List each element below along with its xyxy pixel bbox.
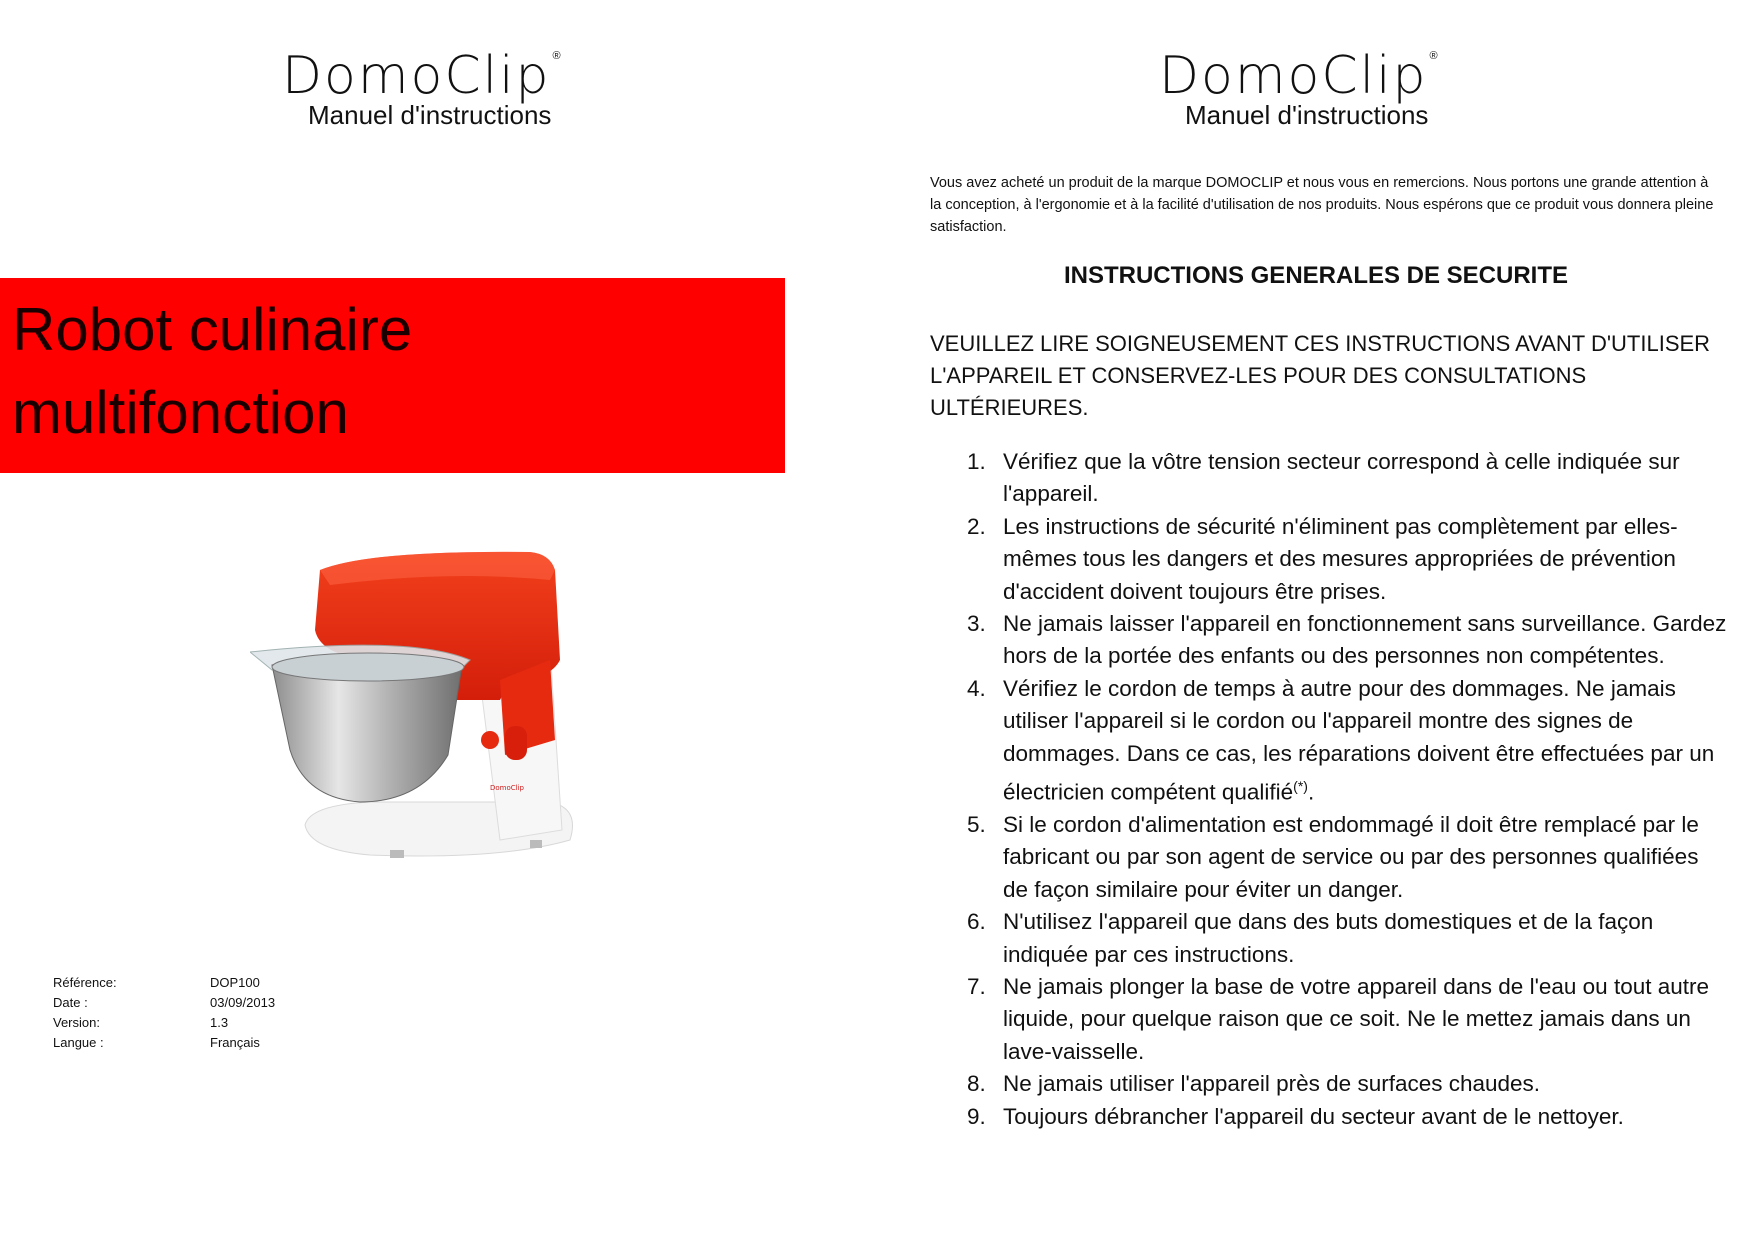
item-text: Les instructions de sécurité n'éliminent pas complètement par elles-mêmes tous les dangers et des mesures appropriées de prévention d'accident doivent toujours être prises.: [1003, 513, 1678, 604]
item-text: Ne jamais utiliser l'appareil près de surfaces chaudes.: [1003, 1071, 1541, 1097]
intro-paragraph: Vous avez acheté un produit de la marque DOMOCLIP et nous vous en remercions. Nous portons une grande attention à la conception, à l'ergonomie et à la facilité d'utilisation de nos produits. Nous espérons que ce produit vous donnera pleine satisfaction.: [930, 175, 1714, 235]
left-page: [0, 0, 877, 1241]
info-row-version: [53, 1013, 275, 1033]
item-number: 9.: [967, 1103, 986, 1129]
list-item: [967, 971, 1727, 1068]
title-band: [0, 278, 785, 473]
item-text: Vérifiez le cordon de temps à autre pour des dommages. Ne jamais utiliser l'appareil si le cordon ou l'appareil montre des signes de dommages. Dans ce cas, les réparations doivent être effectuées par un électricien compétent qualifié: [1003, 675, 1715, 805]
item-number: 1.: [967, 449, 986, 474]
brand-name: DomoClip: [282, 46, 551, 106]
info-label: Date :: [53, 995, 88, 1010]
info-value: 1.3: [210, 1015, 229, 1030]
list-item: [967, 446, 1727, 511]
stand-mixer-image: [250, 540, 610, 900]
safety-heading: INSTRUCTIONS GENERALES DE SECURITE: [1063, 262, 1569, 289]
item-tail: .: [1307, 779, 1315, 805]
item-text: Toujours débrancher l'appareil du secteur avant de le nettoyer.: [1003, 1103, 1624, 1129]
info-value: Français: [210, 1035, 260, 1050]
item-number: 8.: [967, 1071, 986, 1097]
list-item: [967, 906, 1727, 971]
manual-label: Manuel d'instructions: [308, 100, 552, 130]
info-label: Version:: [53, 1015, 100, 1030]
registered-mark: ®: [552, 50, 561, 62]
item-text: Ne jamais plonger la base de votre appareil dans de l'eau ou tout autre liquide, pour quelque raison que ce soit. Ne le mettez jamais dans un lave-vaisselle.: [1003, 974, 1710, 1064]
warning-paragraph: VEUILLEZ LIRE SOIGNEUSEMENT CES INSTRUCTIONS AVANT D'UTILISER L'APPAREIL ET CONSERVEZ-LES POUR DES CONSULTATIONS ULTÉRIEURES.: [930, 331, 1711, 420]
brand-logo: [1159, 46, 1438, 106]
registered-mark: ®: [1429, 50, 1438, 62]
item-text: Ne jamais laisser l'appareil en fonctionnement sans surveillance. Gardez hors de la portée des enfants ou des personnes non compétentes.: [1003, 611, 1727, 669]
item-number: 2.: [967, 513, 986, 539]
info-row-language: [53, 1033, 275, 1053]
brand-logo: [282, 46, 561, 106]
info-row-reference: [53, 973, 275, 993]
info-row-date: [53, 993, 275, 1013]
info-value: 03/09/2013: [210, 995, 276, 1010]
info-value: DOP100: [210, 975, 260, 990]
list-item: [967, 1068, 1727, 1100]
document-info: [53, 973, 275, 1053]
svg-text:DomoClip: DomoClip: [490, 784, 524, 792]
item-number: 5.: [967, 811, 986, 837]
brand-name: DomoClip: [1159, 46, 1428, 106]
safety-rules-list: [967, 446, 1727, 1133]
list-item: [967, 809, 1727, 906]
right-page: [877, 0, 1755, 1241]
product-title-line1: Robot culinaire: [12, 296, 413, 363]
item-text: Si le cordon d'alimentation est endommagé il doit être remplacé par le fabricant ou par son agent de service ou par des personnes qualifiées de façon similaire pour éviter un danger.: [1003, 811, 1699, 902]
item-number: 4.: [967, 675, 986, 701]
list-item: [967, 511, 1727, 608]
manual-label: Manuel d'instructions: [1185, 100, 1429, 130]
list-item: [967, 673, 1727, 809]
info-label: Langue :: [53, 1035, 104, 1050]
item-number: 7.: [967, 974, 986, 999]
item-text: N'utilisez l'appareil que dans des buts domestiques et de la façon indiquée par ces instructions.: [1003, 909, 1654, 967]
info-label: Référence:: [53, 975, 117, 990]
product-title-line2: multifonction: [12, 379, 349, 446]
footnote-mark: (*): [1293, 778, 1308, 795]
item-number: 6.: [967, 909, 986, 935]
item-number: 3.: [967, 611, 986, 637]
item-text: Vérifiez que la vôtre tension secteur correspond à celle indiquée sur l'appareil.: [1003, 449, 1680, 507]
list-item: [967, 1101, 1727, 1133]
list-item: [967, 608, 1727, 673]
